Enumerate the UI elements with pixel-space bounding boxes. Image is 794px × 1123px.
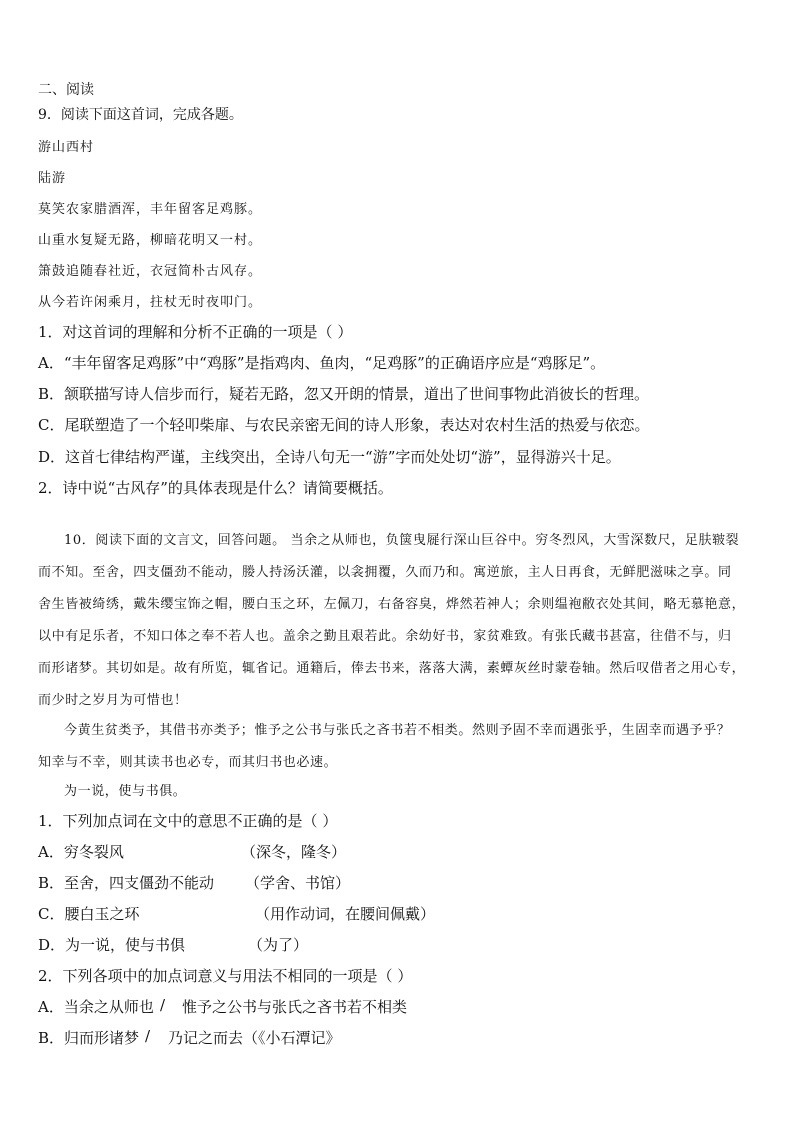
poem-line: 山重水复疑无路，柳暗花明又一村。 [38, 233, 263, 248]
poem-title: 游山西村 [38, 140, 95, 155]
passage-para2-line: 今黄生贫类予，其借书亦类予；惟予之公书与张氏之吝书若不相类。然则予固不幸而遇张乎，生固幸而遇予乎？ [64, 723, 731, 738]
option-right: 惟予之公书与张氏之吝书若不相类 [182, 998, 408, 1016]
passage-line: 10．阅读下面的文言文，回答问题。 当余之从师也，负箧曳屣行深山巨谷中。穷冬烈风，大雪深数尺，足肤皲裂 [64, 533, 740, 548]
q10-sub2-stem: 2．下列各项中的加点词意义与用法不相同的一项是（ ） [38, 967, 413, 985]
option-text: B．至舍，四支僵劲不能动 [38, 874, 215, 892]
q9-prompt: 9．阅读下面这首词，完成各题。 [38, 107, 243, 123]
option-left: A．当余之从师也 [38, 998, 154, 1016]
poem-line: 莫笑农家腊酒浑，丰年留客足鸡豚。 [38, 202, 263, 217]
q10-sub1-option-b [38, 872, 351, 893]
poem-author: 陆游 [38, 171, 67, 186]
passage-para3: 为一说，使与书俱。 [64, 784, 187, 799]
passage-line: 以中有足乐者，不知口体之奉不若人也。盖余之勤且艰若此。余幼好书，家贫难致。有张氏藏书甚富，往借不与，归 [38, 629, 732, 644]
q9-sub1-option-c: C．尾联塑造了一个轻叩柴扉、与农民亲密无间的诗人形象，表达对农村生活的热爱与依恋。 [38, 416, 650, 434]
q9-sub1-option-b: B．颔联描写诗人信步而行，疑若无路，忽又开朗的情景，道出了世间事物此消彼长的哲理。 [38, 385, 650, 403]
q9-sub1-option-a: A．“丰年留客足鸡豚”中“鸡豚”是指鸡肉、鱼肉，“足鸡豚”的正确语序应是“鸡豚足”。 [38, 354, 606, 372]
option-text: C．腰白玉之环 [38, 905, 140, 923]
q10-sub1-stem: 1．下列加点词在文中的意思不正确的是（ ） [38, 812, 338, 830]
q10-sub1-option-d [38, 934, 309, 955]
passage-line: 而形诸梦。其切如是。故有所览，辄省记。通籍后，俸去书来，落落大满，素蟫灰丝时蒙卷轴。然后叹借者之用心专， [38, 661, 746, 676]
option-gloss: （为了） [248, 936, 309, 954]
q10-sub1-option-c [38, 903, 436, 924]
option-gloss: （深冬，隆冬） [241, 843, 347, 861]
passage-para2-line: 知幸与不幸，则其读书也必专，而其归书也必速。 [38, 755, 338, 770]
passage-line: 而不知。至舍，四支僵劲不能动，媵人持汤沃灌，以衾拥覆，久而乃和。寓逆旅，主人日再食，无鲜肥滋味之享。同 [38, 565, 732, 580]
passage-line: 而少时之岁月为可惜也！ [38, 693, 188, 708]
q9-sub2-stem: 2．诗中说“古风存”的具体表现是什么？请简要概括。 [38, 479, 393, 497]
q9-sub1-option-d: D．这首七律结构严谨，主线突出，全诗八句无一“游”字而处处切“游”，显得游兴十足。 [38, 448, 621, 466]
q10-sub2-option-a [38, 996, 408, 1017]
option-right: 乃记之而去（《小石潭记》 [168, 1029, 341, 1047]
passage-line: 舍生皆被绮绣，戴朱缨宝饰之帽，腰白玉之环，左佩刀，右备容臭，烨然若神人；余则缊袍敝衣处其间，略无慕艳意， [38, 597, 746, 612]
option-left: B．归而形诸梦 [38, 1029, 140, 1047]
poem-line: 箫鼓追随春社近，衣冠简朴古风存。 [38, 264, 263, 279]
poem-line: 从今若许闲乘月，拄杖无时夜叩门。 [38, 295, 263, 310]
option-separator: / [160, 996, 166, 1014]
section-heading: 二、阅读 [38, 82, 94, 98]
q10-sub1-option-a [38, 841, 347, 862]
option-gloss: （学舍、书馆） [245, 874, 351, 892]
option-gloss: （用作动词，在腰间佩戴） [255, 905, 436, 923]
option-separator: / [145, 1027, 151, 1045]
option-text: D．为一说，使与书俱 [38, 936, 186, 954]
q10-sub2-option-b [38, 1027, 341, 1048]
q9-sub1-stem: 1．对这首词的理解和分析不正确的一项是（ ） [38, 323, 353, 341]
option-text: A．穷冬裂风 [38, 843, 124, 861]
